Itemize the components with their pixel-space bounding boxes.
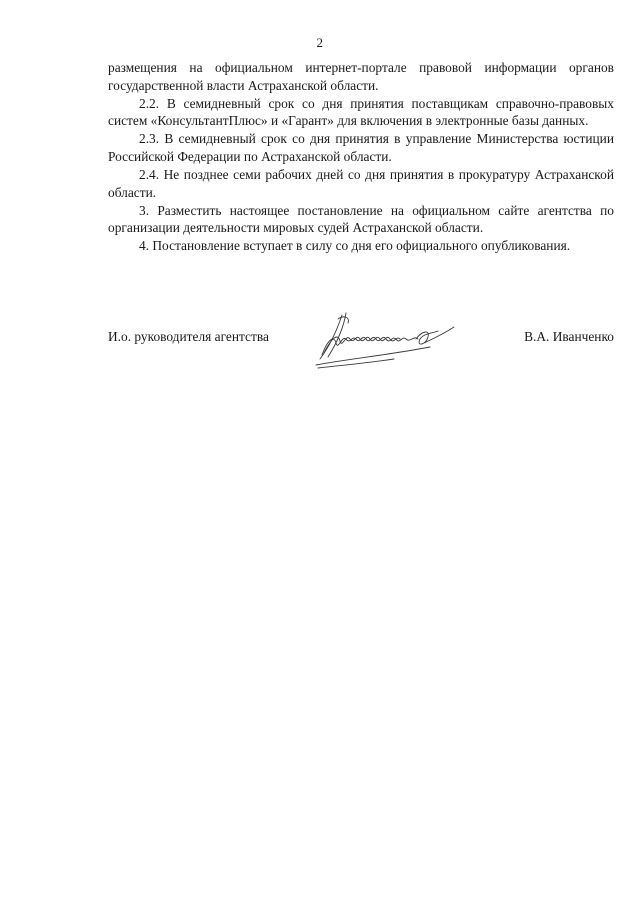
page-number: 2 (316, 35, 324, 50)
handwritten-signature-icon (298, 309, 458, 371)
paragraph-2-4: 2.4. Не позднее семи рабочих дней со дня принятия в прокуратуру Астраханской области. (108, 167, 614, 200)
document-body (108, 59, 614, 256)
signatory-name: В.А. Иванченко (524, 329, 614, 344)
signature-block (108, 329, 614, 389)
paragraph-continuation: размещения на официальном интернет-портале правовой информации органов государственной власти Астраханской области. (108, 60, 614, 93)
paragraph-2-2: 2.2. В семидневный срок со дня принятия поставщикам справочно-правовых систем «КонсультантПлюс» и «Гарант» для включения в электронные базы данных. (108, 95, 614, 129)
paragraph-4: 4. Постановление вступает в силу со дня его официального опубликования. (139, 238, 571, 254)
paragraph-3: 3. Разместить настоящее постановление на официальном сайте агентства по организации деятельности мировых судей Астраханской области. (108, 202, 614, 236)
signatory-title: И.о. руководителя агентства (108, 329, 269, 344)
paragraph-2-3: 2.3. В семидневный срок со дня принятия в управление Министерства юстиции Российской Федерации по Астраханской области. (108, 131, 614, 164)
